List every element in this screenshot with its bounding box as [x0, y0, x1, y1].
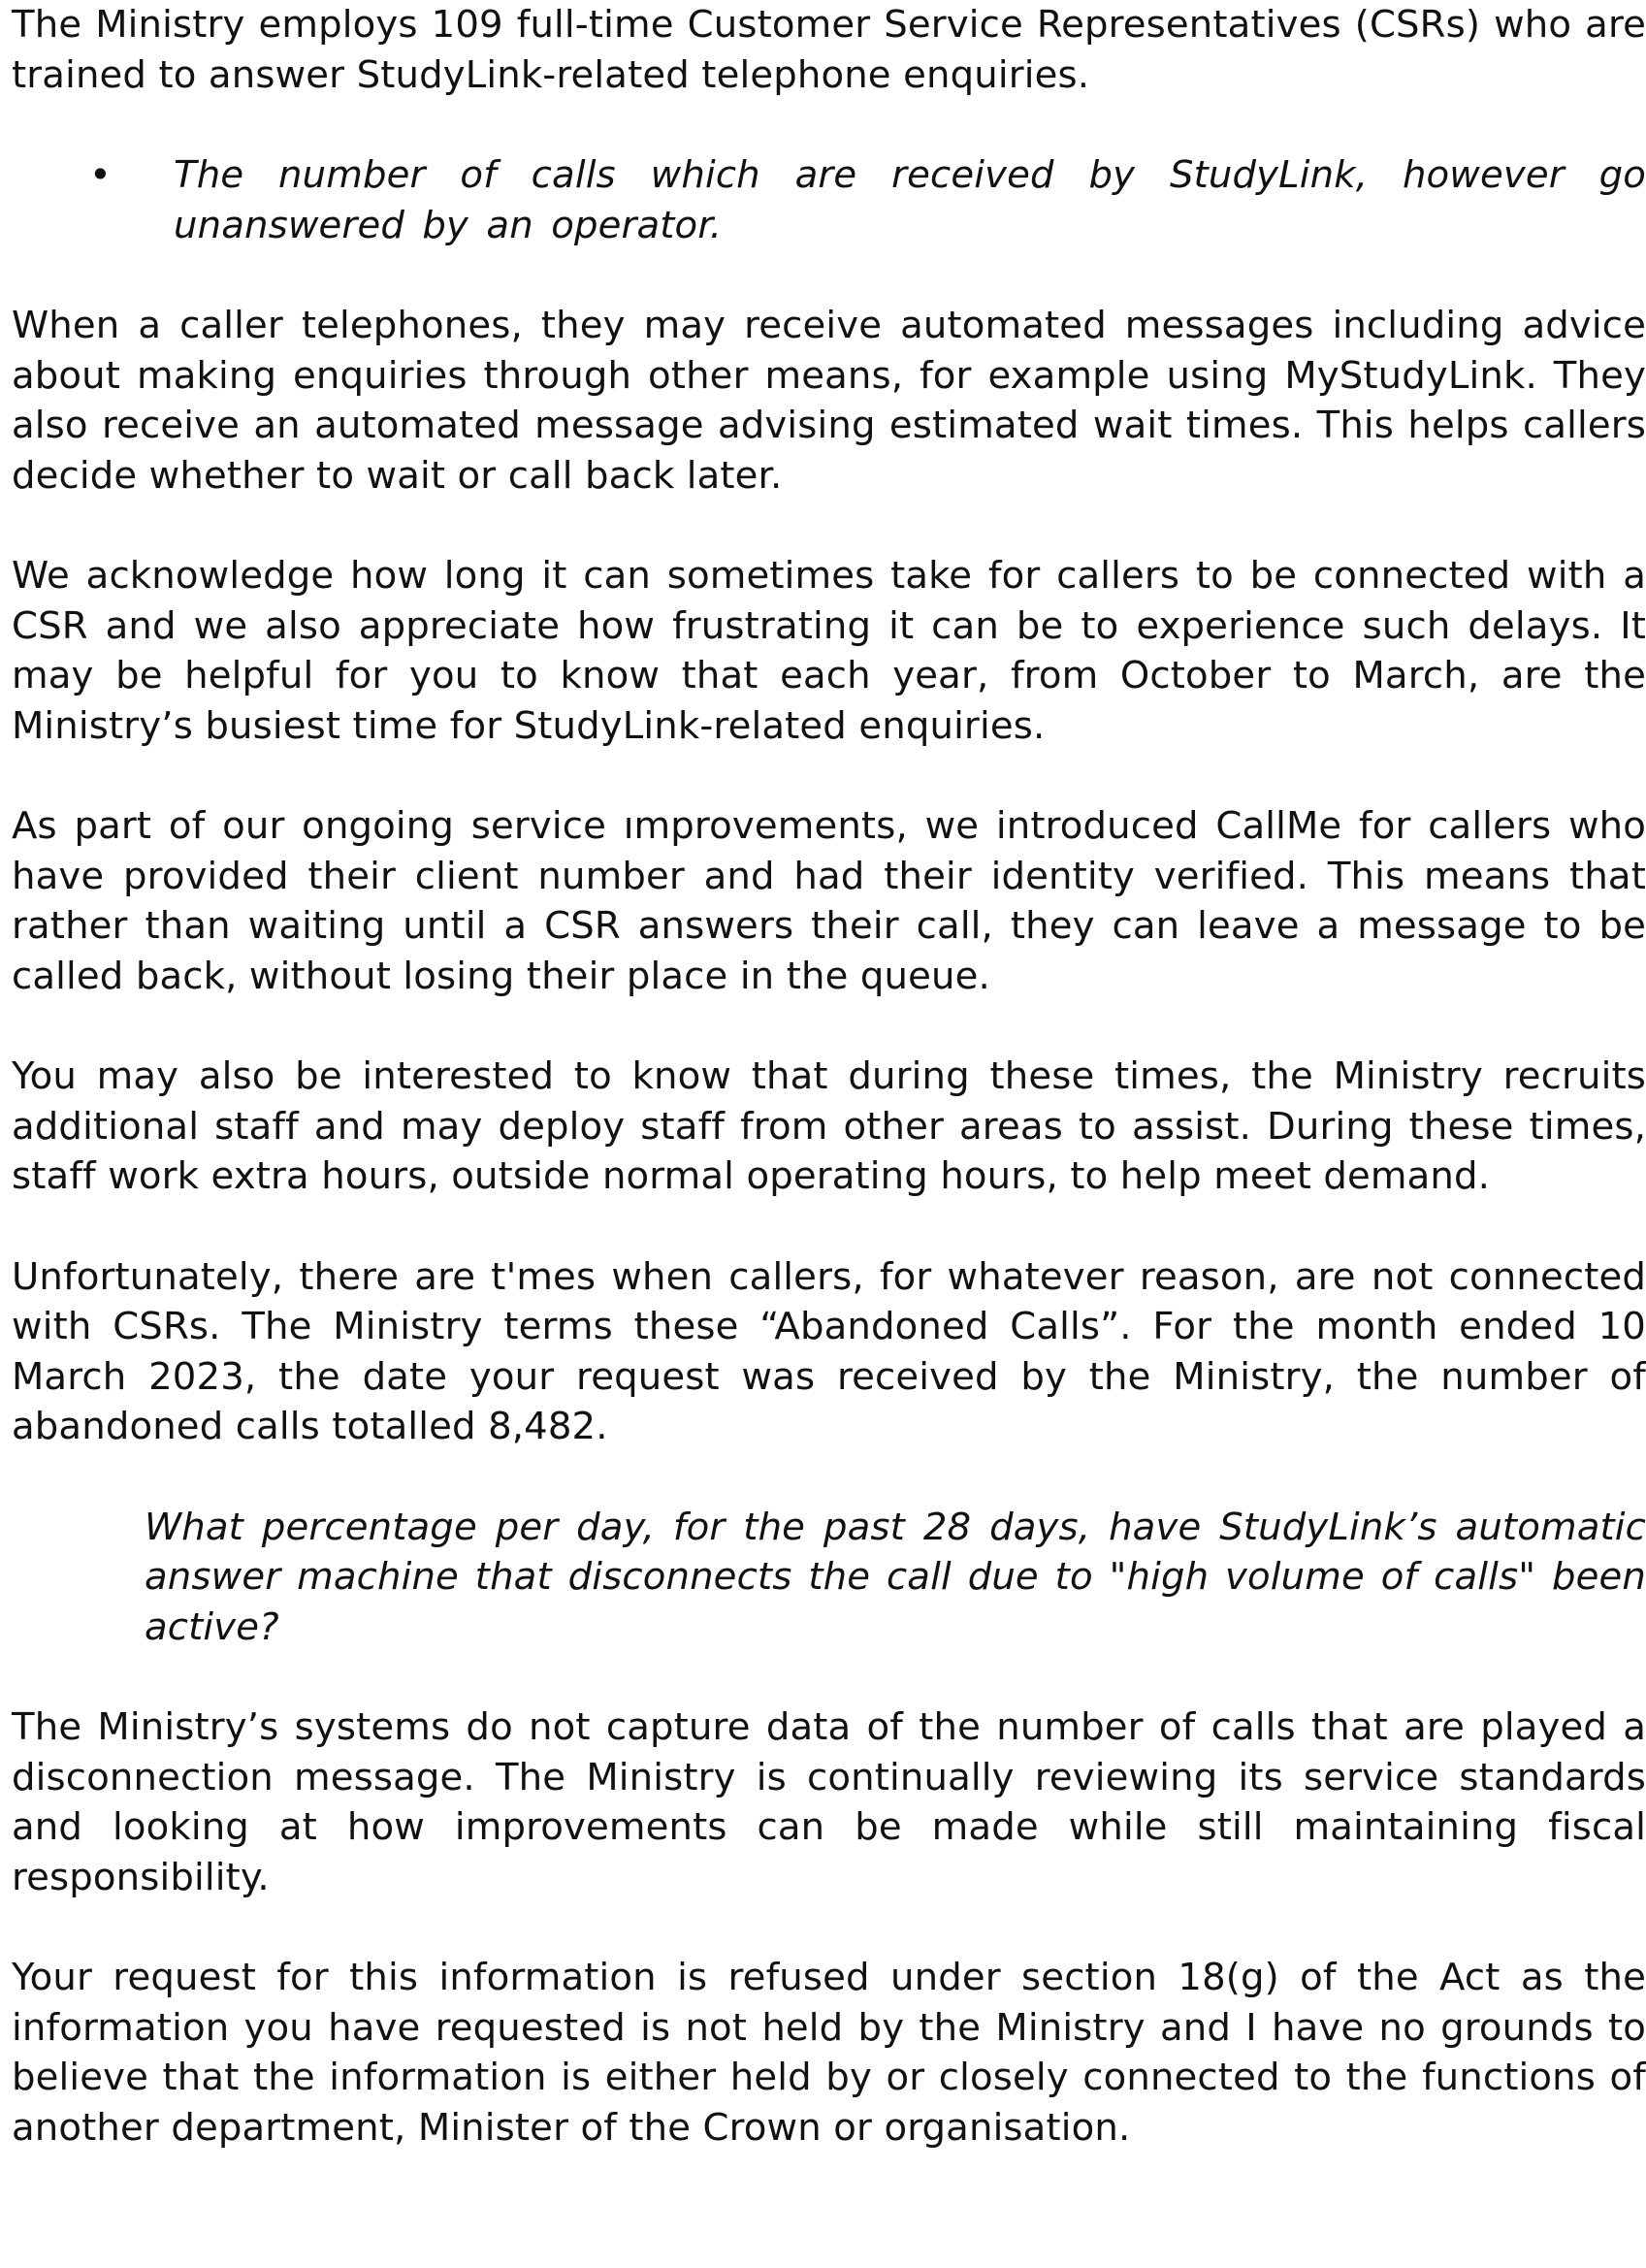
paragraph-callme: As part of our ongoing service ımprovements, we introduced CallMe for callers who have provided their client number and had their identity verified. This means that rather than waiting until a CSR answers their call, they can leave a message to be called back, without losing their place in the queue. [12, 804, 1646, 998]
request-bullet-unanswered-calls [12, 150, 1646, 250]
paragraph-refusal: Your request for this information is refused under section 18(g) of the Act as the information you have requested is not held by the Ministry and I have no grounds to believe that the information is either held by or closely connected to the functions of another department, Minister of the Crown or organisation. [12, 1956, 1646, 2150]
paragraph-no-data: The Ministry’s systems do not capture data of the number of calls that are played a disconnection message. The Ministry is continually reviewing its service standards and looking at how improvements can be made while still maintaining fiscal responsibility. [12, 1705, 1646, 1899]
paragraph-abandoned-calls: Unfortunately, there are t'mes when callers, for whatever reason, are not connected with CSRs. The Ministry terms these “Abandoned Calls”. For the month ended 10 March 2023, the date your request was received by the Ministry, the number of abandoned calls totalled 8,482. [12, 1254, 1646, 1448]
paragraph-acknowledgement: We acknowledge how long it can sometimes take for callers to be connected with a CSR and we also appreciate how frustrating it can be to experience such delays. It may be helpful for you to know that each year, from October to March, are the Ministry’s busiest time for StudyLink-related enquiries. [12, 554, 1646, 748]
request-quote-disconnection: What percentage per day, for the past 28 days, have StudyLink’s automatic answer machine that disconnects the call due to "high volume of calls" been active? [145, 1505, 1646, 1649]
paragraph-additional-staff: You may also be interested to know that during these times, the Ministry recruits additional staff and may deploy staff from other areas to assist. During these times, staff work extra hours, outside normal operating hours, to help meet demand. [12, 1054, 1646, 1198]
paragraph-csr-staffing: The Ministry employs 109 full-time Customer Service Representatives (CSRs) who are trained to answer StudyLink-related telephone enquiries. [12, 3, 1646, 97]
document-body [12, 0, 1646, 2153]
request-text-unanswered-calls: The number of calls which are received by StudyLink, however go unanswered by an operator. [174, 153, 1646, 247]
paragraph-automated-messages: When a caller telephones, they may receive automated messages including advice about making enquiries through other means, for example using MyStudyLink. They also receive an automated message advising estimated wait times. This helps callers decide whether to wait or call back later. [12, 304, 1646, 498]
bullet-icon: • [89, 153, 112, 197]
